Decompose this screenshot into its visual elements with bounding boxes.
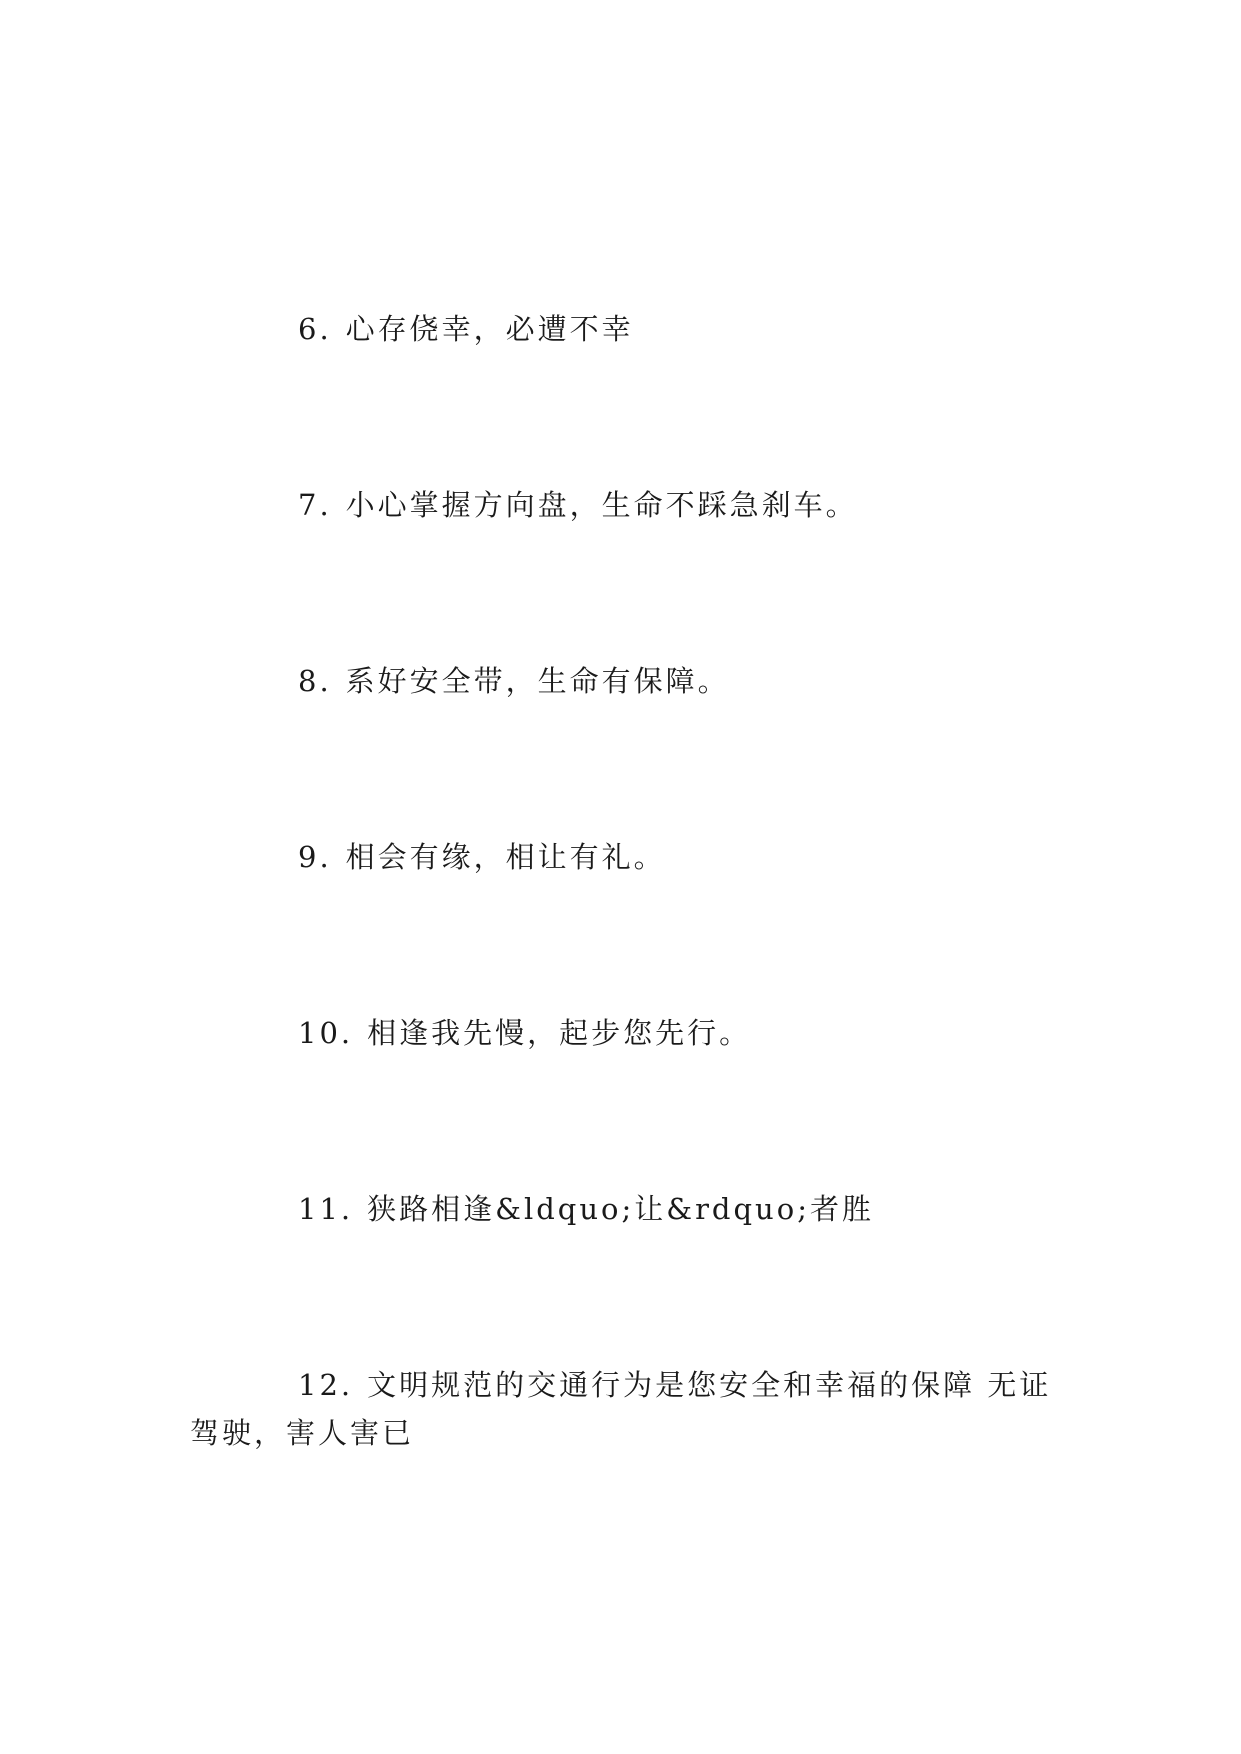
list-item <box>190 1361 1060 1457</box>
list-item <box>190 657 1060 705</box>
item-number: 12. <box>298 1368 354 1402</box>
list-item <box>190 1009 1060 1057</box>
item-number: 9. <box>298 840 332 874</box>
item-number: 6. <box>298 312 332 346</box>
item-number: 11. <box>298 1192 354 1226</box>
item-text: 相会有缘，相让有礼。 <box>345 840 666 874</box>
item-number: 10. <box>298 1016 354 1050</box>
item-text: 系好安全带，生命有保障。 <box>345 664 730 698</box>
item-text: 心存侥幸，必遭不幸 <box>345 312 634 346</box>
item-text: 狭路相逢&ldquo;让&rdquo;者胜 <box>367 1192 874 1226</box>
item-number: 8. <box>298 664 332 698</box>
item-number: 7. <box>298 488 332 522</box>
item-text: 文明规范的交通行为是您安全和幸福的保障 无证驾驶，害人害已 <box>190 1368 1052 1450</box>
item-text: 小心掌握方向盘，生命不踩急刹车。 <box>345 488 858 522</box>
item-text: 相逢我先慢，起步您先行。 <box>367 1016 752 1050</box>
list-item <box>190 833 1060 881</box>
list-item <box>190 1185 1060 1233</box>
list-item <box>190 481 1060 529</box>
list-item <box>190 305 1060 353</box>
